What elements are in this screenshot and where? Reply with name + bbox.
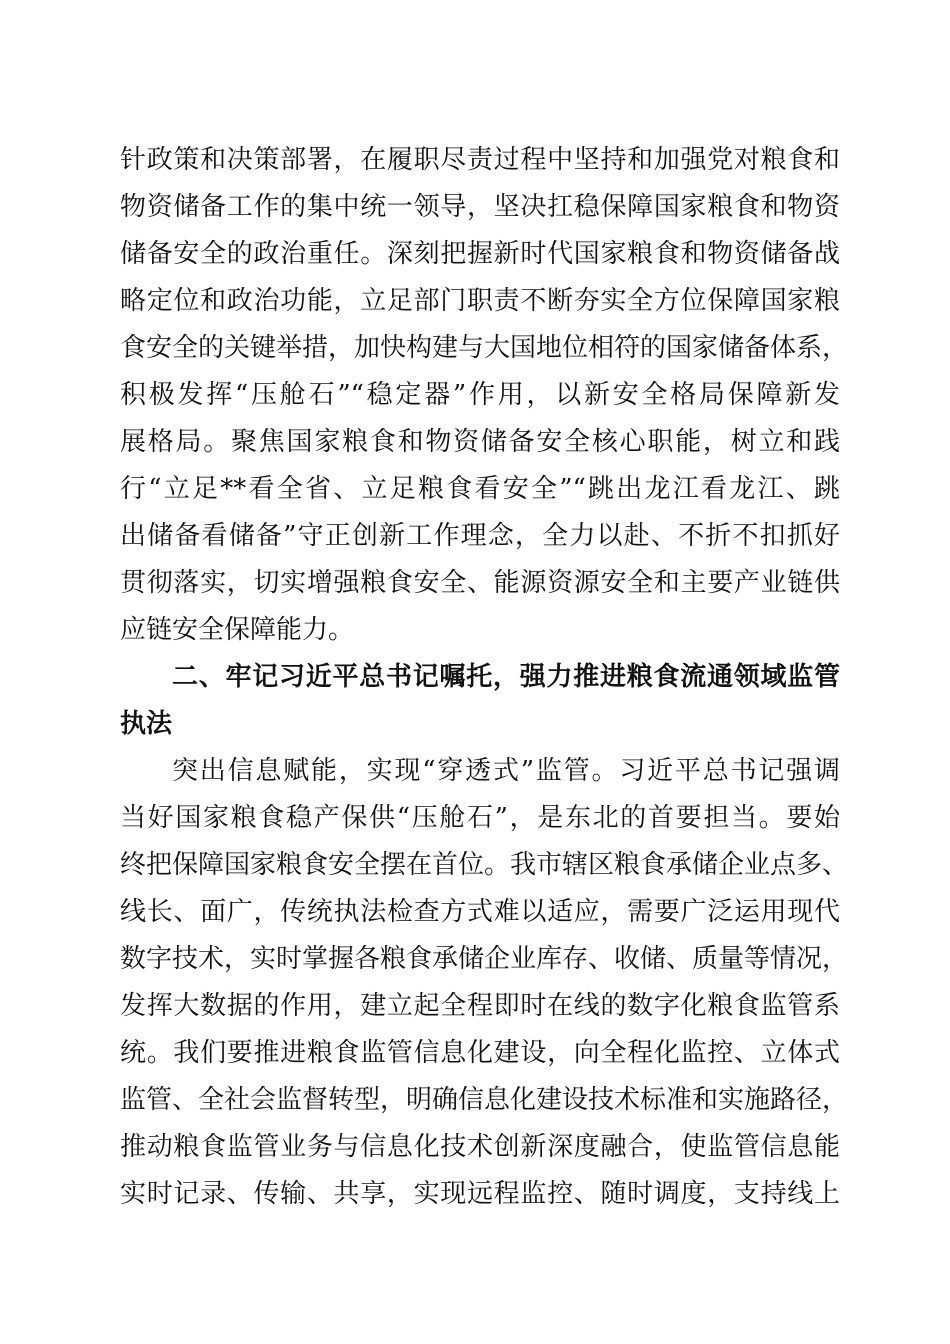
paragraph-line: 针政策和决策部署，在履职尽责过程中坚持和加强党对粮食和 <box>120 145 840 175</box>
paragraph-line: 实时记录、传输、共享，实现远程监控、随时调度，支持线上 <box>120 1179 840 1209</box>
paragraph-line: 突出信息赋能，实现“穿透式”监管。习近平总书记强调 <box>172 756 840 786</box>
paragraph-line: 食安全的关键举措，加快构建与大国地位相符的国家储备体系， <box>120 333 849 363</box>
paragraph-line: 推动粮食监管业务与信息化技术创新深度融合，使监管信息能 <box>120 1132 840 1162</box>
paragraph-line: 储备安全的政治重任。深刻把握新时代国家粮食和物资储备战 <box>120 239 840 269</box>
paragraph-line: 发挥大数据的作用，建立起全程即时在线的数字化粮食监管系 <box>120 991 840 1021</box>
paragraph-line: 统。我们要推进粮食监管信息化建设，向全程化监控、立体式 <box>120 1038 840 1068</box>
section-heading: 二、牢记习近平总书记嘱托，强力推进粮食流通领域监管 <box>172 662 840 692</box>
paragraph-line: 略定位和政治功能，立足部门职责不断夯实全方位保障国家粮 <box>120 286 840 316</box>
paragraph-line: 积极发挥“压舱石”“稳定器”作用，以新安全格局保障新发 <box>120 380 840 410</box>
paragraph-line: 当好国家粮食稳产保供“压舱石”，是东北的首要担当。要始 <box>120 803 840 833</box>
paragraph-line: 数字技术，实时掌握各粮食承储企业库存、收储、质量等情况， <box>120 944 849 974</box>
paragraph-line: 物资储备工作的集中统一领导，坚决扛稳保障国家粮食和物资 <box>120 192 840 222</box>
paragraph-line: 监管、全社会监督转型，明确信息化建设技术标准和实施路径， <box>120 1085 849 1115</box>
paragraph-line: 出储备看储备”守正创新工作理念，全力以赴、不折不扣抓好 <box>120 521 840 551</box>
paragraph-line: 应链安全保障能力。 <box>120 615 355 645</box>
paragraph-line: 贯彻落实，切实增强粮食安全、能源资源安全和主要产业链供 <box>120 568 840 598</box>
paragraph-line: 行“立足**看全省、立足粮食看安全”“跳出龙江看龙江、跳 <box>120 474 840 504</box>
paragraph-line: 展格局。聚焦国家粮食和物资储备安全核心职能，树立和践 <box>120 427 840 457</box>
section-heading: 执法 <box>120 709 173 739</box>
paragraph-line: 终把保障国家粮食安全摆在首位。我市辖区粮食承储企业点多、 <box>120 850 849 880</box>
paragraph-line: 线长、面广，传统执法检查方式难以适应，需要广泛运用现代 <box>120 897 840 927</box>
